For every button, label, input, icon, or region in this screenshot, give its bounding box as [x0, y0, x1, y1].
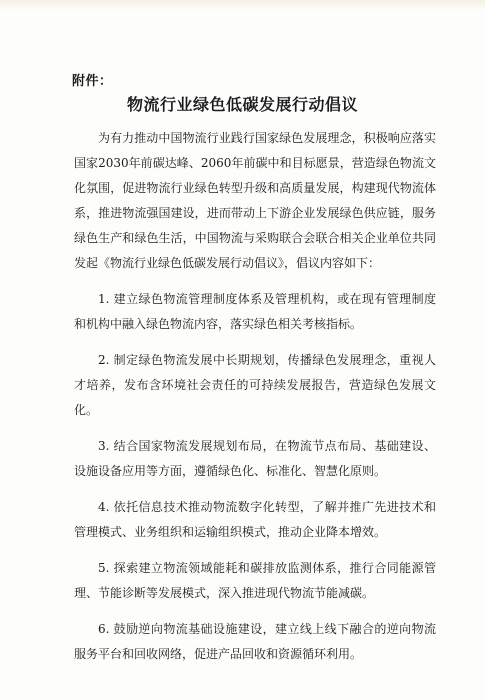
initiative-item-1: 1. 建立绿色物流管理制度体系及管理机构，或在现有管理制度和机构中融入绿色物流内容，落实绿色相关考核指标。 — [74, 292, 436, 331]
initiative-item-3: 3. 结合国家物流发展规划布局，在物流节点布局、基础建设、设施设备应用等方面，遵循绿色化、标准化、智慧化原则。 — [74, 439, 436, 478]
scan-edge — [0, 0, 485, 10]
document-title: 物流行业绿色低碳发展行动倡议 — [126, 95, 358, 114]
document-body — [74, 126, 436, 667]
initiative-item-4: 4. 依托信息技术推动物流数字化转型，了解并推广先进技术和管理模式、业务组织和运输组织模式，推动企业降本增效。 — [74, 500, 436, 539]
attachment-label: 附件： — [72, 74, 113, 89]
initiative-item-6: 6. 鼓励逆向物流基础设施建设，建立线上线下融合的逆向物流服务平台和回收网络，促进产品回收和资源循环利用。 — [74, 622, 436, 661]
initiative-item-2: 2. 制定绿色物流发展中长期规划，传播绿色发展理念，重视人才培养，发布含环境社会责任的可持续发展报告，营造绿色发展文化。 — [74, 353, 436, 417]
initiative-item-5: 5. 探索建立物流领域能耗和碳排放监测体系，推行合同能源管理、节能诊断等发展模式，深入推进现代物流节能减碳。 — [74, 561, 436, 600]
intro-paragraph: 为有力推动中国物流行业践行国家绿色发展理念，积极响应落实国家2030年前碳达峰、2060年前碳中和目标愿景，营造绿色物流文化氛围，促进物流行业绿色转型升级和高质量发展，构建现代物流体系，推进物流强国建设，进而带动上下游企业发展绿色供应链，服务绿色生产和绿色生活，中国物流与采购联合会联合相关企业单位共同发起《物流行业绿色低碳发展行动倡议》，倡议内容如下： — [74, 131, 436, 270]
